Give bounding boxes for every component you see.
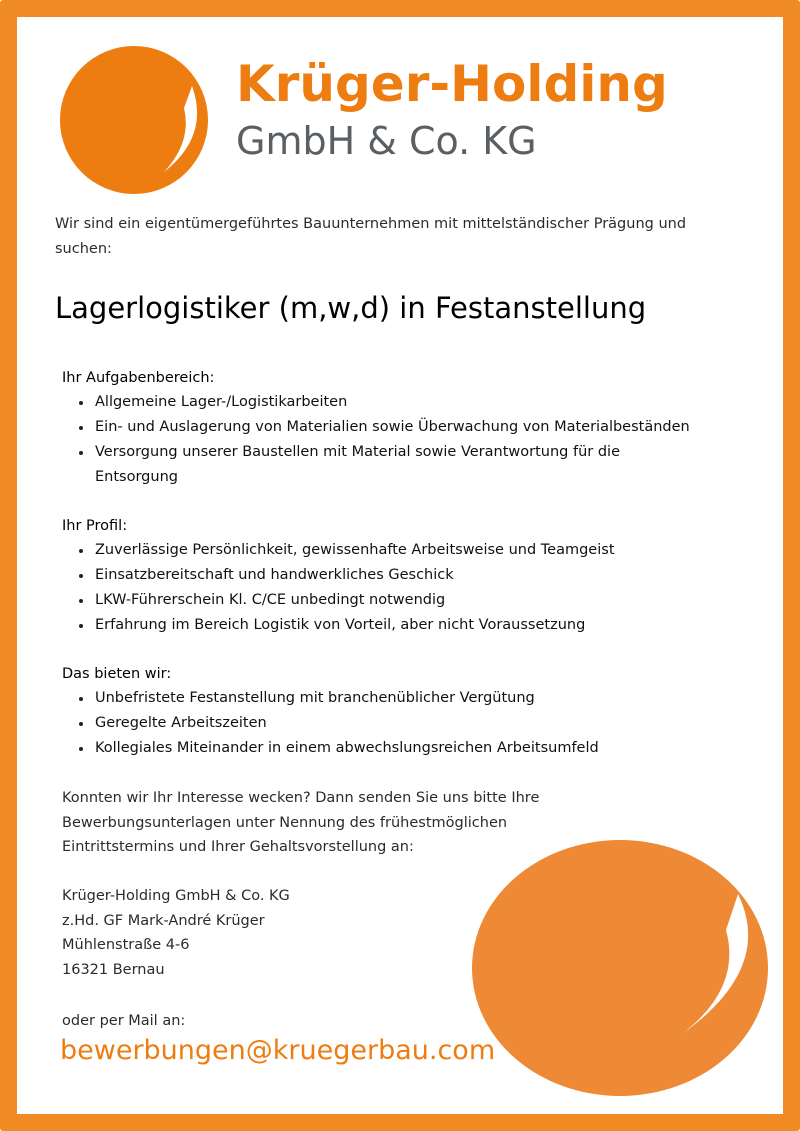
intro-text: Wir sind ein eigentümergeführtes Bauunternehmen mit mittelständischer Prägung und suchen: xyxy=(55,216,687,257)
list-item: Geregelte Arbeitszeiten xyxy=(95,711,742,736)
list-item: Einsatzbereitschaft und handwerkliches Geschick xyxy=(95,563,742,588)
task-list xyxy=(62,390,742,490)
postal-address xyxy=(62,884,290,982)
list-item: Allgemeine Lager-/Logistikarbeiten xyxy=(95,390,742,415)
section-title: Ihr Aufgabenbereich: xyxy=(62,370,215,386)
address-street: Mühlenstraße 4-6 xyxy=(62,937,190,953)
profile-list xyxy=(62,538,742,638)
section-profile xyxy=(62,514,742,638)
email-link[interactable]: bewerbungen@kruegerbau.com xyxy=(60,1035,496,1066)
list-item: Zuverlässige Persönlichkeit, gewissenhafte Arbeitsweise und Teamgeist xyxy=(95,538,742,563)
section-offer xyxy=(62,662,742,761)
section-title: Das bieten wir: xyxy=(62,666,172,682)
decorative-logo-icon xyxy=(470,838,770,1098)
closing-line: Bewerbungsunterlagen unter Nennung des frühestmöglichen xyxy=(62,814,508,831)
address-city: 16321 Bernau xyxy=(62,961,165,978)
list-item: Unbefristete Festanstellung mit branchenüblicher Vergütung xyxy=(95,686,742,711)
job-sections xyxy=(62,366,742,785)
mail-label: oder per Mail an: xyxy=(62,1013,186,1029)
address-company: Krüger-Holding GmbH & Co. KG xyxy=(62,888,290,904)
brand-name: Krüger-Holding xyxy=(236,55,668,113)
list-item: Erfahrung im Bereich Logistik von Vorteil, aber nicht Voraussetzung xyxy=(95,613,742,638)
brand-wordmark xyxy=(236,54,668,164)
brand-legal-form: GmbH & Co. KG xyxy=(236,119,537,163)
address-attention: z.Hd. GF Mark-André Krüger xyxy=(62,912,265,929)
company-logo-icon xyxy=(60,46,210,194)
list-item: LKW-Führerschein Kl. C/CE unbedingt notwendig xyxy=(95,588,742,613)
section-tasks xyxy=(62,366,742,490)
closing-text xyxy=(62,786,602,860)
section-title: Ihr Profil: xyxy=(62,518,128,534)
list-item: Versorgung unserer Baustellen mit Material sowie Verantwortung für die Entsorgung xyxy=(95,440,655,490)
job-title: Lagerlogistiker (m,w,d) in Festanstellung xyxy=(55,291,647,325)
offer-list xyxy=(62,686,742,761)
list-item: Kollegiales Miteinander in einem abwechslungsreichen Arbeitsumfeld xyxy=(95,736,742,761)
closing-line: Konnten wir Ihr Interesse wecken? Dann senden Sie uns bitte Ihre xyxy=(62,790,540,806)
closing-line: Eintrittstermins und Ihrer Gehaltsvorstellung an: xyxy=(62,839,414,855)
list-item: Ein- und Auslagerung von Materialien sowie Überwachung von Materialbeständen xyxy=(95,415,742,440)
